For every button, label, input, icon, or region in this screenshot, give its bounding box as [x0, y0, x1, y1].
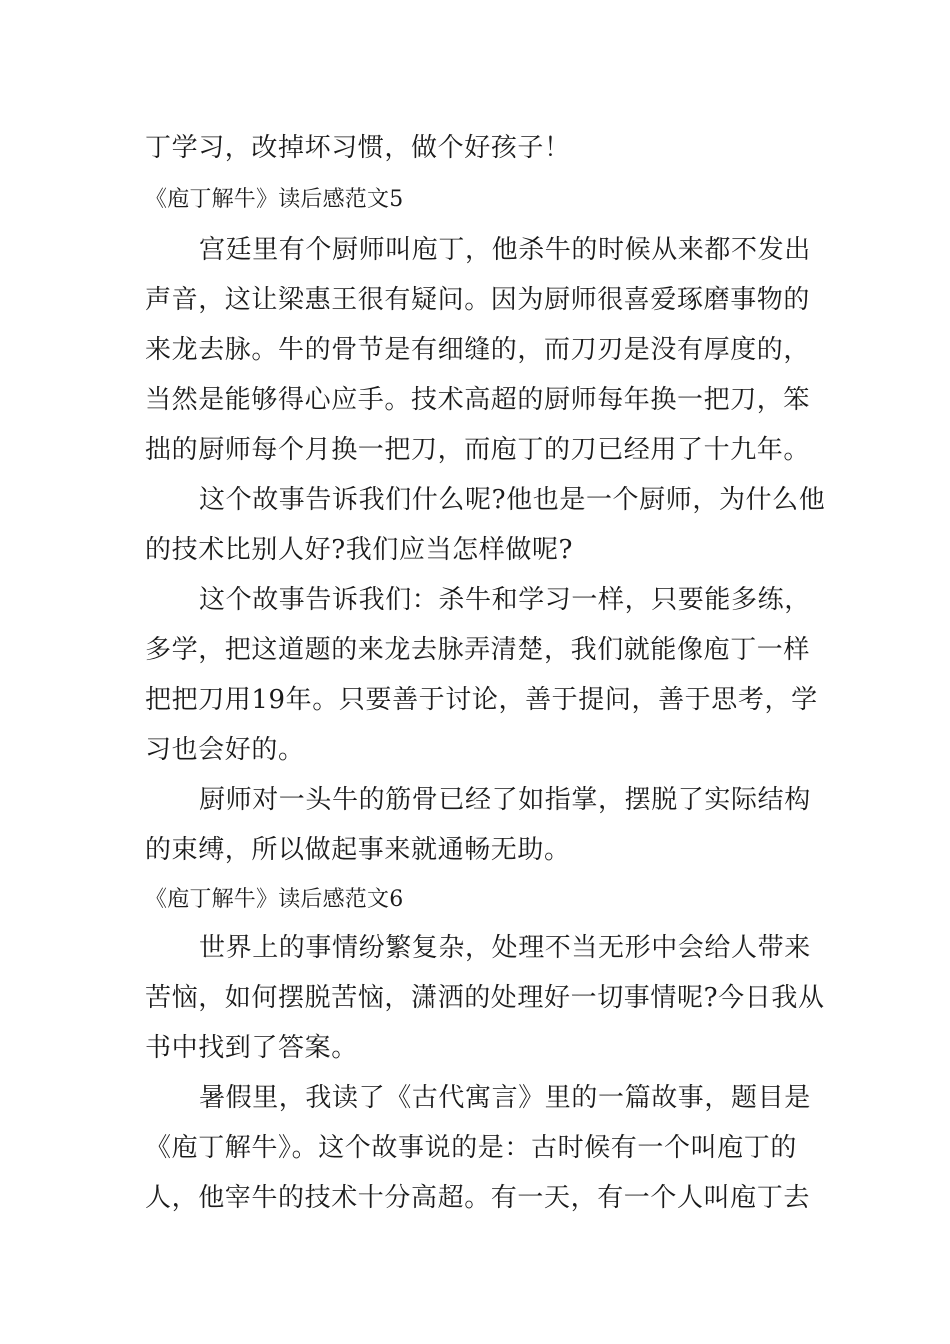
body-text-line: 世界上的事情纷繁复杂，处理不当无形中会给人带来 — [199, 933, 811, 963]
body-text-line: 苦恼，如何摆脱苦恼，潇洒的处理好一切事情呢?今日我从 — [145, 983, 825, 1013]
body-text-line: 厨师对一头牛的筋骨已经了如指掌，摆脱了实际结构 — [199, 785, 811, 815]
body-text-line: 书中找到了答案。 — [145, 1033, 358, 1063]
body-text-line: 这个故事告诉我们：杀牛和学习一样，只要能多练， — [199, 585, 811, 615]
section-heading: 《庖丁解牛》读后感范文5 — [145, 187, 404, 212]
body-text-line: 多学，把这道题的来龙去脉弄清楚，我们就能像庖丁一样 — [145, 635, 811, 665]
body-text-line: 丁学习，改掉坏习惯，做个好孩子！ — [145, 133, 571, 163]
body-text-line: 宫廷里有个厨师叫庖丁，他杀牛的时候从来都不发出 — [199, 235, 811, 265]
body-text-line: 《庖丁解牛》。这个故事说的是：古时候有一个叫庖丁的 — [145, 1133, 798, 1163]
body-text-line: 把把刀用19年。只要善于讨论，善于提问，善于思考，学 — [145, 685, 818, 715]
body-text-line: 来龙去脉。牛的骨节是有细缝的，而刀刃是没有厚度的， — [145, 335, 811, 365]
section-heading: 《庖丁解牛》读后感范文6 — [145, 887, 404, 912]
body-text-line: 的技术比别人好?我们应当怎样做呢? — [145, 535, 574, 565]
body-text-line: 的束缚，所以做起事来就通畅无助。 — [145, 835, 571, 865]
body-text-line: 当然是能够得心应手。技术高超的厨师每年换一把刀，笨 — [145, 385, 811, 415]
body-text-line: 暑假里，我读了《古代寓言》里的一篇故事，题目是 — [199, 1083, 811, 1113]
body-text-line: 声音，这让梁惠王很有疑问。因为厨师很喜爱琢磨事物的 — [145, 285, 811, 315]
body-text-line: 拙的厨师每个月换一把刀，而庖丁的刀已经用了十九年。 — [145, 435, 811, 465]
body-text-line: 这个故事告诉我们什么呢?他也是一个厨师，为什么他 — [199, 485, 826, 515]
body-text-line: 人，他宰牛的技术十分高超。有一天，有一个人叫庖丁去 — [145, 1183, 811, 1213]
body-text-line: 习也会好的。 — [145, 735, 305, 765]
